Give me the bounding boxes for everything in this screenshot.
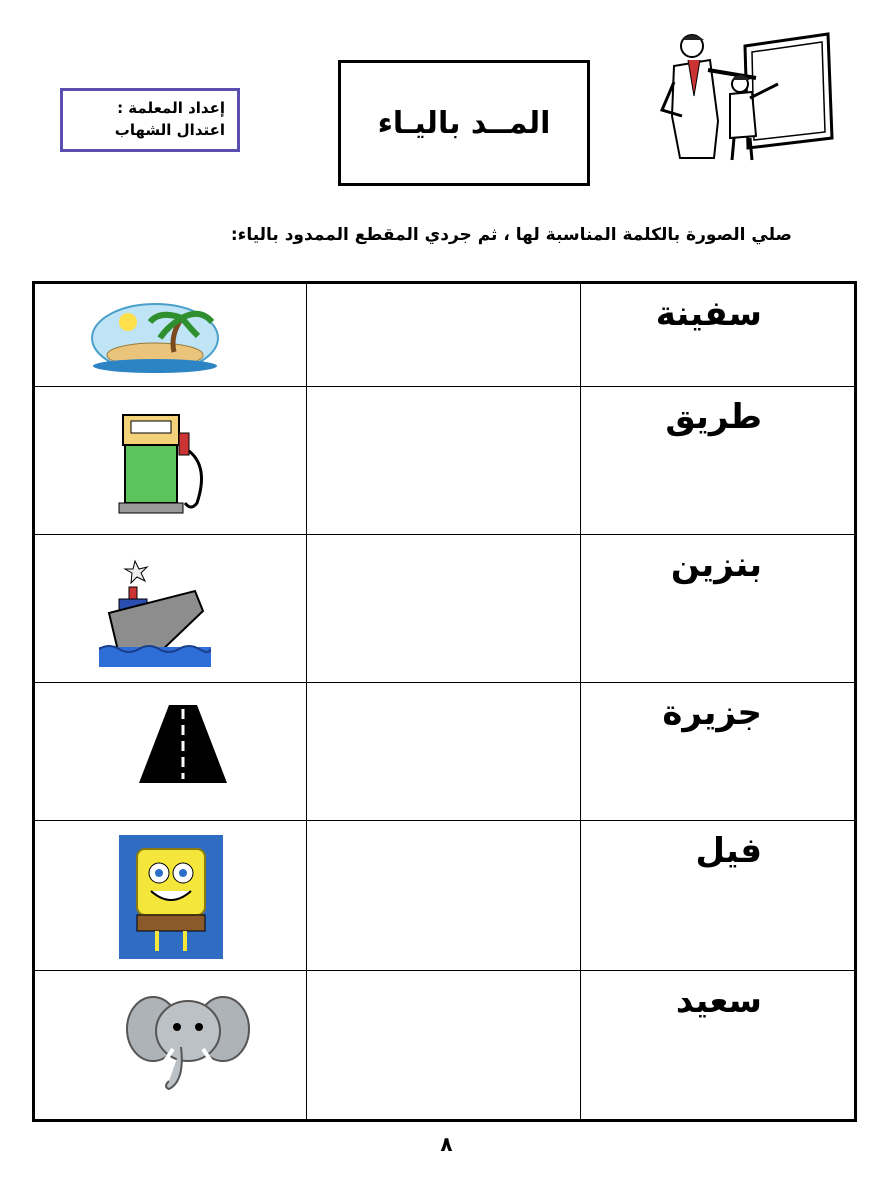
answer-cell [307,971,581,1121]
spongebob-icon [119,835,223,959]
matching-table [32,281,857,1122]
page-title-box [338,60,590,186]
table-row [34,283,856,387]
word-cell: بنزين [581,535,856,683]
word-cell: سعيد [581,971,856,1121]
island-palm-icon [90,300,220,375]
page-title: المــد باليـاء [377,105,551,141]
road-icon [139,703,229,785]
table-row [34,971,856,1121]
elephant-icon [125,991,251,1095]
word-cell: فيل [581,821,856,971]
ship-icon [99,555,211,667]
picture-cell [34,971,307,1121]
table-row [34,683,856,821]
author-label: إعداد المعلمة : [117,99,225,117]
table-row [34,535,856,683]
gas-pump-icon [113,407,213,517]
author-box [60,88,240,152]
teacher-pointing-board-icon [660,26,835,161]
table-row [34,821,856,971]
answer-cell [307,683,581,821]
answer-cell [307,387,581,535]
page-number: ٨ [440,1132,453,1156]
picture-cell [34,683,307,821]
author-name: اعتدال الشهاب [114,121,225,139]
answer-cell [307,535,581,683]
word-cell: جزيرة [581,683,856,821]
instruction-text: صلي الصورة بالكلمة المناسبة لها ، ثم جردي المقطع الممدود بالياء: [230,225,792,245]
word-cell: طريق [581,387,856,535]
word-cell: سفينة [581,283,856,387]
answer-cell [307,821,581,971]
picture-cell [34,283,307,387]
answer-cell [307,283,581,387]
picture-cell [34,821,307,971]
table-row [34,387,856,535]
picture-cell [34,387,307,535]
picture-cell [34,535,307,683]
